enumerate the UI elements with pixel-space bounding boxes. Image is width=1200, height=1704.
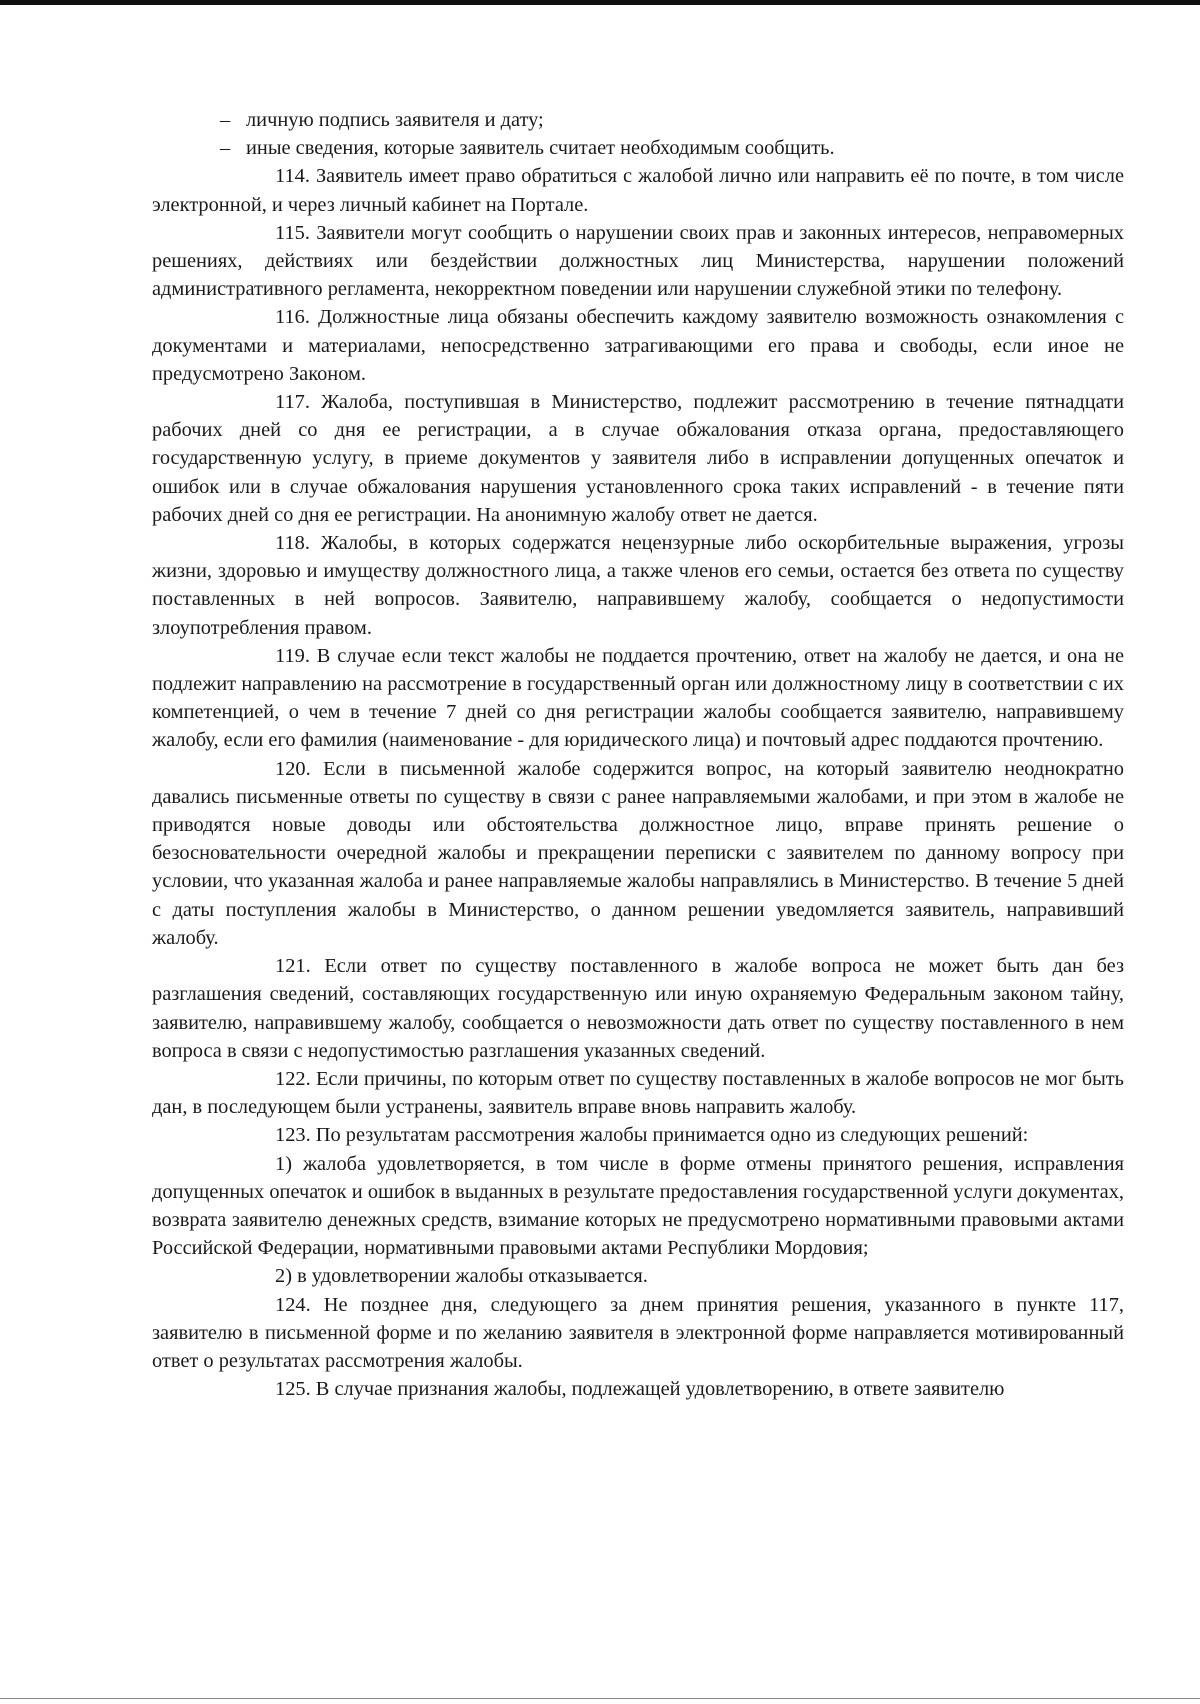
- paragraph-118: 118. Жалобы, в которых содержатся нецензурные либо оскорбительные выражения, угрозы жизни, здоровью и имуществу должностного лица, а также членов его семьи, остается без ответа по существу поставленных в ней вопросов. Заявителю, направившему жалобу, сообщается о недопустимости злоупотребления правом.: [152, 532, 1124, 639]
- document-page: [152, 106, 1124, 1403]
- list-item-other-info: [152, 134, 1124, 162]
- paragraph-117: 117. Жалоба, поступившая в Министерство, подлежит рассмотрению в течение пятнадцати рабочих дней со дня ее регистрации, а в случае обжалования отказа органа, предоставляющего государственную услугу, в приеме документов у заявителя либо в исправлении допущенных опечаток и ошибок или в случае обжалования нарушения установленного срока таких исправлений - в течение пяти рабочих дней со дня ее регистрации. На анонимную жалобу ответ не дается.: [152, 391, 1124, 526]
- paragraph-123-item-2: 2) в удовлетворении жалобы отказывается.: [275, 1265, 648, 1288]
- paragraph-123-item-1: 1) жалоба удовлетворяется, в том числе в форме отмены принятого решения, исправления допущенных опечаток и ошибок в выданных в результате предоставления государственной услуги документах, возврата заявителю денежных средств, взимание которых не предусмотрено нормативными правовыми актами Российской Федерации, нормативными правовыми актами Республики Мордовия;: [152, 1152, 1124, 1260]
- list-item-signature: [152, 106, 1124, 134]
- paragraph-123: 123. По результатам рассмотрения жалобы принимается одно из следующих решений:: [275, 1124, 1029, 1147]
- paragraph-115: 115. Заявители могут сообщить о нарушении своих прав и законных интересов, неправомерных решениях, действиях или бездействии должностных лиц Министерства, нарушении положений административного регламента, некорректном поведении или нарушении служебной этики по телефону.: [152, 221, 1124, 301]
- paragraph-116: 116. Должностные лица обязаны обеспечить каждому заявителю возможность ознакомления с документами и материалами, непосредственно затрагивающими его права и свободы, если иное не предусмотрено Законом.: [152, 306, 1124, 385]
- list-item-text: иные сведения, которые заявитель считает необходимым сообщить.: [246, 137, 835, 160]
- list-item-text: личную подпись заявителя и дату;: [246, 109, 544, 131]
- paragraph-120: 120. Если в письменной жалобе содержится вопрос, на который заявителю неоднократно давались письменные ответы по существу в связи с ранее направляемыми жалобами, и при этом в жалобе не приводятся новые доводы или обстоятельства должностное лицо, вправе принять решение о безосновательности очередной жалобы и прекращении переписки с заявителем по данному вопросу при условии, что указанная жалоба и ранее направляемые жалобы направлялись в Министерство. В течение 5 дней с даты поступления жалобы в Министерство, о данном решении уведомляется заявитель, направивший жалобу.: [152, 757, 1124, 949]
- list-dash: –: [220, 109, 231, 131]
- paragraph-124: 124. Не позднее дня, следующего за днем принятия решения, указанного в пункте 117, заявителю в письменной форме и по желанию заявителя в электронной форме направляется мотивированный ответ о результатах рассмотрения жалобы.: [152, 1293, 1124, 1372]
- paragraph-119: 119. В случае если текст жалобы не поддается прочтению, ответ на жалобу не дается, и она не подлежит направлению на рассмотрение в государственный орган или должностному лицу в соответствии с их компетенцией, о чем в течение 7 дней со дня регистрации жалобы сообщается заявителю, направившему жалобу, если его фамилия (наименование - для юридического лица) и почтовый адрес поддаются прочтению.: [152, 644, 1124, 752]
- list-dash: –: [220, 137, 231, 160]
- paragraph-121: 121. Если ответ по существу поставленного в жалобе вопроса не может быть дан без разглашения сведений, составляющих государственную или иную охраняемую Федеральным законом тайну, заявителю, направившему жалобу, сообщается о невозможности дать ответ по существу поставленного в нем вопроса в связи с недопустимостью разглашения указанных сведений.: [152, 955, 1124, 1062]
- paragraph-114: 114. Заявитель имеет право обратиться с жалобой лично или направить её по почте, в том числе электронной, и через личный кабинет на Портале.: [152, 165, 1124, 216]
- paragraph-125: 125. В случае признания жалобы, подлежащей удовлетворению, в ответе заявителю: [275, 1378, 1005, 1401]
- scan-top-edge: [0, 0, 1200, 5]
- paragraph-122: 122. Если причины, по которым ответ по существу поставленных в жалобе вопросов не мог быть дан, в последующем были устранены, заявитель вправе вновь направить жалобу.: [152, 1067, 1124, 1119]
- scan-bottom-edge: [0, 1698, 1200, 1699]
